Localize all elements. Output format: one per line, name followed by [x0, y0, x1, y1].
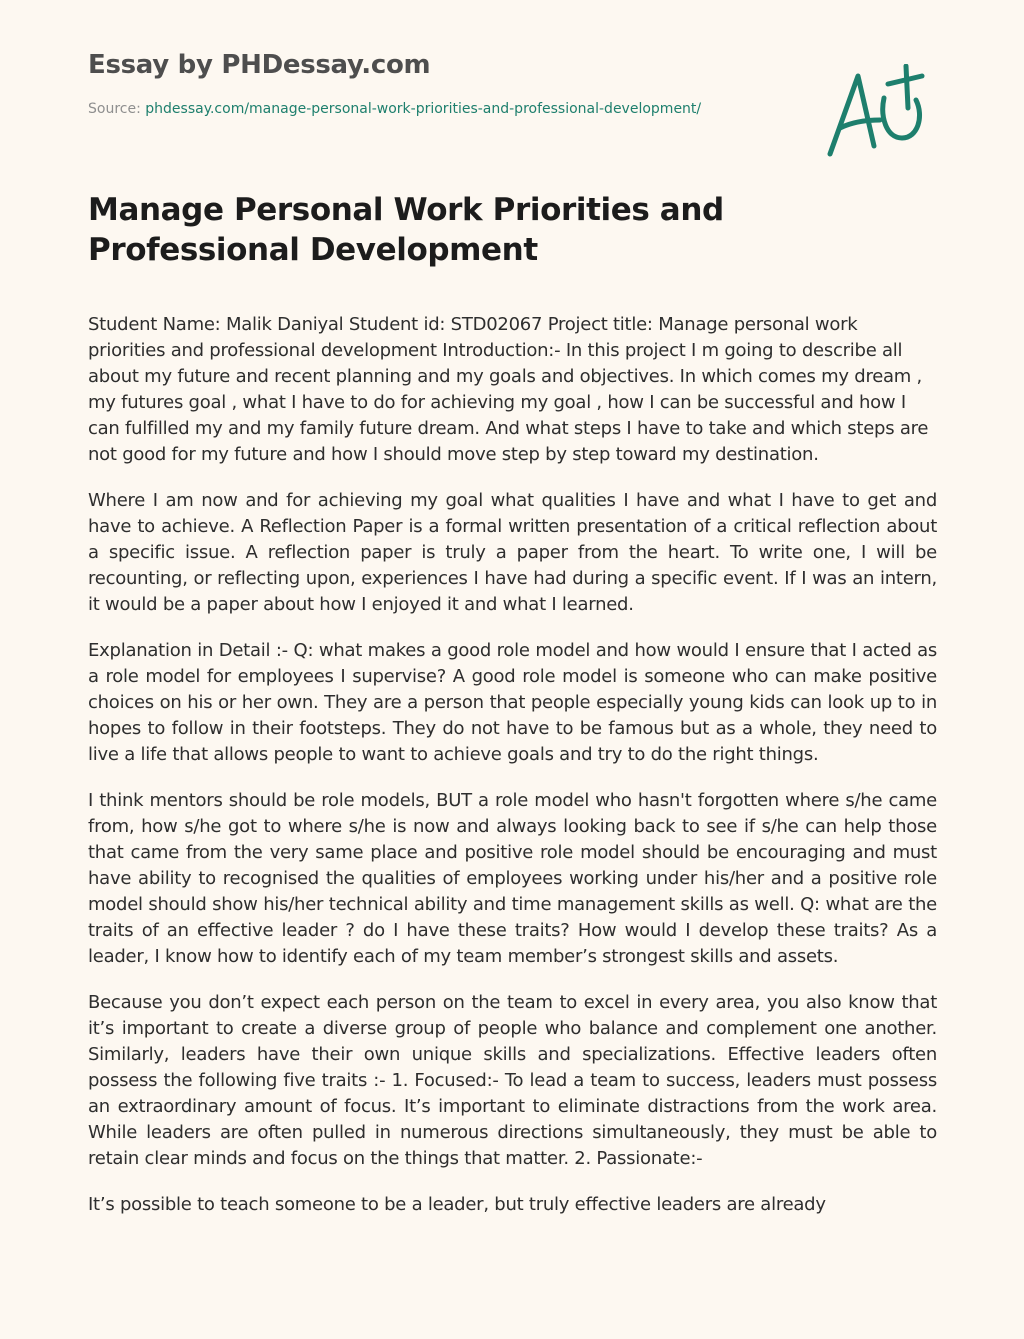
source-label: Source: [88, 101, 141, 117]
essay-paragraph: Explanation in Detail :- Q: what makes a good role model and how would I ensure that I acted as a role model for employees I supervise? A good role model is someone who can make positive choices on his or her own. They are a person that people especially young kids can look up to in hopes to follow in their footsteps. They do not have to be famous but as a whole, they need to live a life that allows people to want to achieve goals and try to do the right things. [88, 640, 937, 765]
essay-body [88, 312, 937, 1292]
essay-paragraph: It’s possible to teach someone to be a leader, but truly effective leaders are already [88, 1194, 826, 1215]
essay-paragraph: Because you don’t expect each person on the team to excel in every area, you also know that it’s important to create a diverse group of people who balance and complement one another. Similarly, leaders have their own unique skills and specializations. Effective leaders often possess the following five traits :- 1. Focused:- To lead a team to success, leaders must possess an extraordinary amount of focus. It’s important to eliminate distractions from the work area. While leaders are often pulled in numerous directions simultaneously, they must be able to retain clear minds and focus on the things that matter. 2. Passionate:- [88, 992, 937, 1169]
essay-title: Manage Personal Work Priorities and Professional Development [88, 192, 724, 268]
site-title: Essay by PHDessay.com [88, 50, 431, 80]
source-link[interactable]: phdessay.com/manage-personal-work-priorities-and-professional-development/ [145, 101, 702, 117]
essay-paragraph: Where I am now and for achieving my goal what qualities I have and what I have to get and have to achieve. A Reflection Paper is a formal written presentation of a critical reflection about a specific issue. A reflection paper is truly a paper from the heart. To write one, I will be recounting, or reflecting upon, experiences I have had during a specific event. If I was an intern, it would be a paper about how I enjoyed it and what I learned. [88, 490, 937, 615]
essay-paragraph: I think mentors should be role models, BUT a role model who hasn't forgotten where s/he came from, how s/he got to where s/he is now and always looking back to see if s/he can help those that came from the very same place and positive role model should be encouraging and must have ability to recognised the qualities of employees working under his/her and a positive role model should show his/her technical ability and time management skills as well. Q: what are the traits of an effective leader ? do I have these traits? How would I develop these traits? As a leader, I know how to identify each of my team member’s strongest skills and assets. [88, 790, 937, 967]
source-line [88, 101, 701, 117]
essay-paragraph: Student Name: Malik Daniyal Student id: STD02067 Project title: Manage personal work priorities and professional development Introduction:- In this project I m going to describe all about my future and recent planning and my goals and objectives. In which comes my dream , my futures goal , what I have to do for achieving my goal , how I can be successful and how I can fulfilled my and my family future dream. And what steps I have to take and which steps are not good for my future and how I should move step by step toward my destination. [88, 314, 929, 465]
a-plus-logo-icon [822, 64, 928, 160]
